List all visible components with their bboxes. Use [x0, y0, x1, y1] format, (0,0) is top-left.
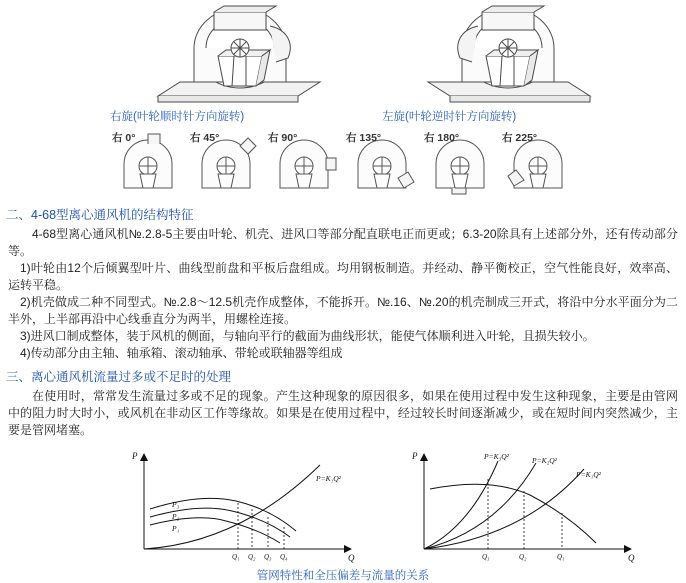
svg-text:Q₃: Q₃ [264, 553, 272, 561]
rotation-angle-strip [110, 130, 580, 196]
rotation-label: 右 180° [424, 132, 460, 144]
rotation-label: 右 90° [268, 132, 298, 144]
chart-network-characteristic-right [400, 447, 650, 565]
caption-left-rotation: 左旋(叶轮逆时针方向旋转) [382, 111, 517, 123]
svg-text:P: P [412, 451, 418, 461]
rotation-cell [500, 130, 578, 196]
rotation-label: 右 45° [190, 132, 220, 144]
caption-right-rotation: 右旋(叶轮顺时针方向旋转) [110, 111, 245, 123]
paragraph-flow-handling: 在使用时，常常发生流量过多或不足的现象。产生这种现象的原因很多，如果在使用过程中发生这种现象，主要是由管网中的阻力时大时小，或风机在非动区工作等缘故。如果是在使用过程中，经过较长时间逐渐减少，或在短时间内突然减少，主要是管网堵塞。 [8, 389, 678, 437]
rotation-label: 右 225° [502, 132, 538, 144]
svg-text:Q₂: Q₂ [519, 553, 527, 561]
paragraph-impeller: 1)叶轮由12个后倾翼型叶片、曲线型前盘和平板后盘组成。均用钢板制造。并经动、静平衡校正，空气性能良好，效率高、运转平稳。 [8, 261, 678, 292]
rotation-cell [266, 130, 344, 196]
document-body [0, 200, 686, 582]
svg-text:Q₁: Q₁ [557, 553, 565, 561]
rotation-cell [110, 130, 188, 196]
svg-text:P₁: P₁ [172, 524, 180, 533]
section-heading-structure: 二、4-68型离心通风机的结构特征 [6, 208, 194, 222]
bottom-figure [0, 447, 686, 582]
paragraph-structure-intro: 4-68型离心通风机№.2.8-5主要由叶轮、机壳、进风口等部分配直联电正而更或；6.3-20除具有上述部分外，还有传动部分等。 [8, 227, 678, 258]
svg-text:P=K₂Q²: P=K₂Q² [532, 456, 557, 465]
svg-text:P₃: P₃ [172, 500, 180, 509]
rotation-cell [188, 130, 266, 196]
section-heading-flow: 三、离心通风机流量过多或不足时的处理 [6, 370, 232, 384]
svg-text:Q: Q [348, 553, 355, 563]
svg-text:Q₄: Q₄ [280, 553, 288, 561]
svg-text:Q₁: Q₁ [232, 553, 240, 561]
bottom-figure-caption: 管网特性和全压偏差与流量的关系 [256, 570, 430, 582]
paragraph-casing: 2)机壳做成二种不同型式。№.2.8～12.5机壳作成整体，不能拆开。№.16、№.20的机壳制成三开式，将沿中分水平面分为二半外，上半部再沿中心线垂直分为两半，用螺栓连接。 [8, 295, 678, 326]
paragraph-inlet: 3)进风口制成整体，装于风机的侧面，与轴向平行的截面为曲线形状，能使气体顺利进入叶轮，且损失较小。 [20, 329, 595, 343]
svg-text:Q₂: Q₂ [248, 553, 256, 561]
chart-network-characteristic-left [120, 447, 370, 565]
top-figure [0, 0, 686, 200]
fan-drawing-right-rotation [148, 4, 348, 104]
svg-text:P: P [132, 451, 138, 461]
svg-text:P=K₁Q²: P=K₁Q² [316, 474, 341, 483]
figure-captions [0, 108, 686, 124]
rotation-label: 右 0° [112, 132, 136, 144]
svg-text:P=K₁Q²: P=K₁Q² [576, 470, 601, 479]
fan-drawing-left-rotation [400, 4, 600, 104]
paragraph-transmission: 4)传动部分由主轴、轴承箱、滚动轴承、带轮或联轴器等组成 [20, 346, 343, 360]
svg-text:P₂: P₂ [172, 512, 180, 521]
rotation-label: 右 135° [346, 132, 382, 144]
rotation-cell [344, 130, 422, 196]
svg-text:Q: Q [628, 553, 635, 563]
svg-text:Q₃: Q₃ [482, 553, 490, 561]
rotation-cell [422, 130, 500, 196]
svg-text:P=K₃Q²: P=K₃Q² [484, 452, 509, 461]
